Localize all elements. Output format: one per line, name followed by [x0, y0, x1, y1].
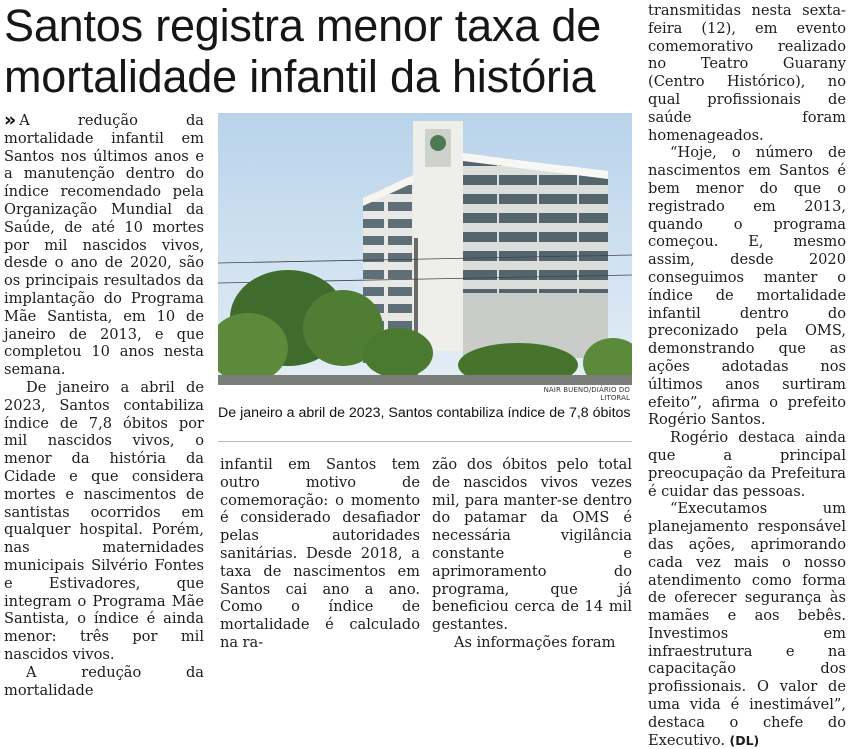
body-paragraph: As informações foram	[454, 633, 616, 651]
article-photo	[218, 113, 632, 385]
quote-paragraph	[648, 500, 846, 749]
caption-divider	[218, 441, 632, 442]
body-paragraph: zão dos óbitos pelo total de nascidos vivos vezes mil, para manter-se dentro do patamar da OMS é necessária vigilância constante e aprimoramento do programa, que já beneficiou cerca de 14 mil gestantes.	[432, 456, 632, 634]
quote-text: “Executamos um planejamento responsável das ações, aprimorando cada vez mais o nosso atendimento como forma de oferecer segurança às mamães e aos bebês. Investimos em infraestrutura e na capacitação dos profissionais. O valor de uma vida é inestimável”, destaca o chefe do Executivo.	[648, 500, 846, 749]
lead-paragraph	[4, 109, 204, 379]
body-paragraph: transmitidas nesta sexta-feira (12), em evento comemorativo realizado no Teatro Guarany (Centro Histórico), no qual profissionais de saúde foram homenageados.	[648, 2, 846, 144]
body-paragraph: infantil em Santos tem outro motivo de comemoração: o momento é considerado desafiador pelas autoridades sanitárias. Desde 2018, a taxa de nascimentos em Santos cai ano a ano. Como o índice de mortalidade é calculado na ra-	[220, 456, 420, 651]
chevron-marker-icon: »	[4, 109, 14, 131]
photo-caption: De janeiro a abril de 2023, Santos contabiliza índice de 7,8 óbitos	[218, 405, 631, 421]
body-paragraph: Rogério destaca ainda que a principal preocupação da Prefeitura é cuidar das pessoas.	[648, 429, 846, 500]
article-column-2	[220, 456, 420, 652]
author-signoff: (DL)	[729, 732, 760, 748]
body-paragraph: De janeiro a abril de 2023, Santos contabiliza índice de 7,8 óbitos por mil nascidos vivos, o menor da história da Cidade e que considera mortes e nascimentos de santistas ocorridos em qualquer hospital. Porém, nas maternidades municipais Silvério Fontes e Estivadores, que integram o Programa Mãe Santista, o índice é ainda menor: três por mil nascidos vivos.	[4, 378, 204, 663]
body-paragraph: A redução da mortalidade	[4, 663, 204, 699]
lead-paragraph-text: A redução da mortalidade infantil em Santos nos últimos anos e a manutenção dentro do índice recomendado pela Organização Mundial da Saúde, de até 10 mortes por mil nascidos vivos, desde o ano de 2020, são os principais resultados da implantação do Programa Mãe Santista, em 10 de janeiro de 2013, e que completou 10 anos nesta semana.	[4, 112, 204, 379]
article-column-3	[432, 456, 632, 652]
headline: Santos registra menor taxa de mortalidade infantil da história	[4, 0, 602, 102]
article-column-1	[4, 109, 204, 699]
article-column-4	[648, 2, 846, 749]
quote-paragraph: “Hoje, o número de nascimentos em Santos é bem menor do que o registrado em 2013, quando o programa começou. E, mesmo assim, desde 2020 conseguimos manter o índice de mortalidade infantil dentro do preconizado pela OMS, demonstrando que as ações adotadas nos últimos anos surtiram efeito”, afirma o prefeito Rogério Santos.	[648, 144, 846, 429]
photo-credit: NAIR BUENO/DIÁRIO DO LITORAL	[543, 386, 630, 402]
hospital-building-photo	[218, 113, 632, 385]
